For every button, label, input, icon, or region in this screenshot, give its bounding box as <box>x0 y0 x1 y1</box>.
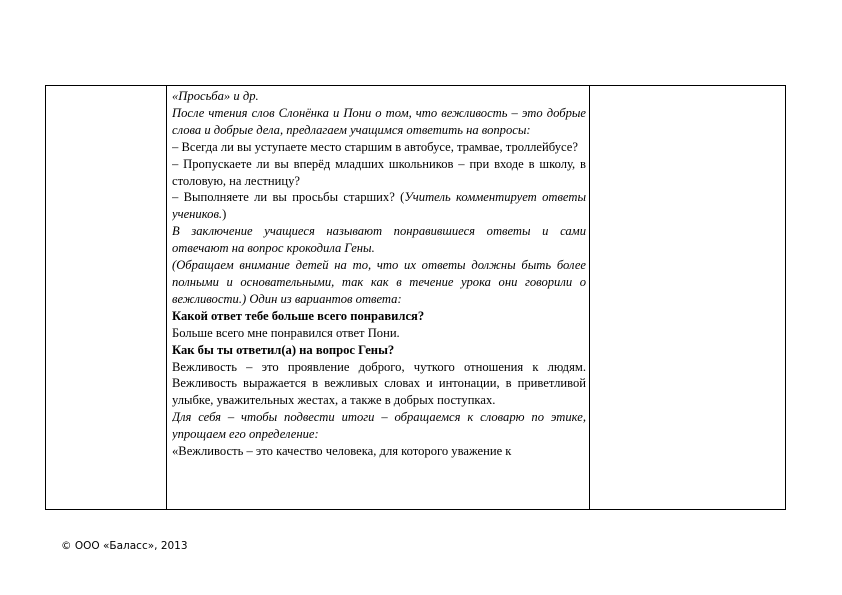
definition: «Вежливость – это качество человека, для которого уважение к <box>172 444 512 459</box>
answer: Вежливость – это проявление доброго, чуткого отношения к людям. Вежливость выражается в вежливых словах и интонации, в приветливой улыбке, уважительных жестах, а также в добрых поступках. <box>172 359 586 408</box>
question-text: – Выполняете ли вы просьбы старших? ( <box>172 190 405 205</box>
paragraph: (Обращаем внимание детей на то, что их ответы должны быть более полными и основательными, так как в течение урока они говорили о вежливости.) Один из вариантов ответа: <box>172 258 586 306</box>
paragraph: Для себя – чтобы подвести итоги – обращаемся к словарю по этике, упрощаем его определение: <box>172 410 586 442</box>
column-divider-left <box>166 86 167 509</box>
paragraph: «Просьба» и др. <box>172 89 259 103</box>
column-divider-right <box>589 86 590 509</box>
paragraph: После чтения слов Слонёнка и Пони о том, что вежливость – это добрые слова и добрые дела, предлагаем учащимся ответить на вопросы: <box>172 105 586 137</box>
copyright-footer: © ООО «Баласс», 2013 <box>61 540 188 552</box>
paragraph: В заключение учащиеся называют понравившиеся ответы и сами отвечают на вопрос крокодила Гены. <box>172 224 586 256</box>
bold-question: Как бы ты ответил(а) на вопрос Гены? <box>172 342 395 357</box>
bold-question: Какой ответ тебе больше всего понравился? <box>172 308 425 323</box>
question: – Всегда ли вы уступаете место старшим в автобусе, трамвае, троллейбусе? <box>172 139 578 154</box>
lesson-content-cell <box>172 88 586 509</box>
lesson-table <box>45 85 786 510</box>
answer: Больше всего мне понравился ответ Пони. <box>172 325 400 340</box>
question: – Пропускаете ли вы вперёд младших школьников – при входе в школу, в столовую, на лестницу? <box>172 156 586 188</box>
teacher-note: Учитель комментирует ответы учеников. <box>172 190 586 222</box>
question <box>172 189 586 223</box>
question-close: ) <box>222 207 227 222</box>
